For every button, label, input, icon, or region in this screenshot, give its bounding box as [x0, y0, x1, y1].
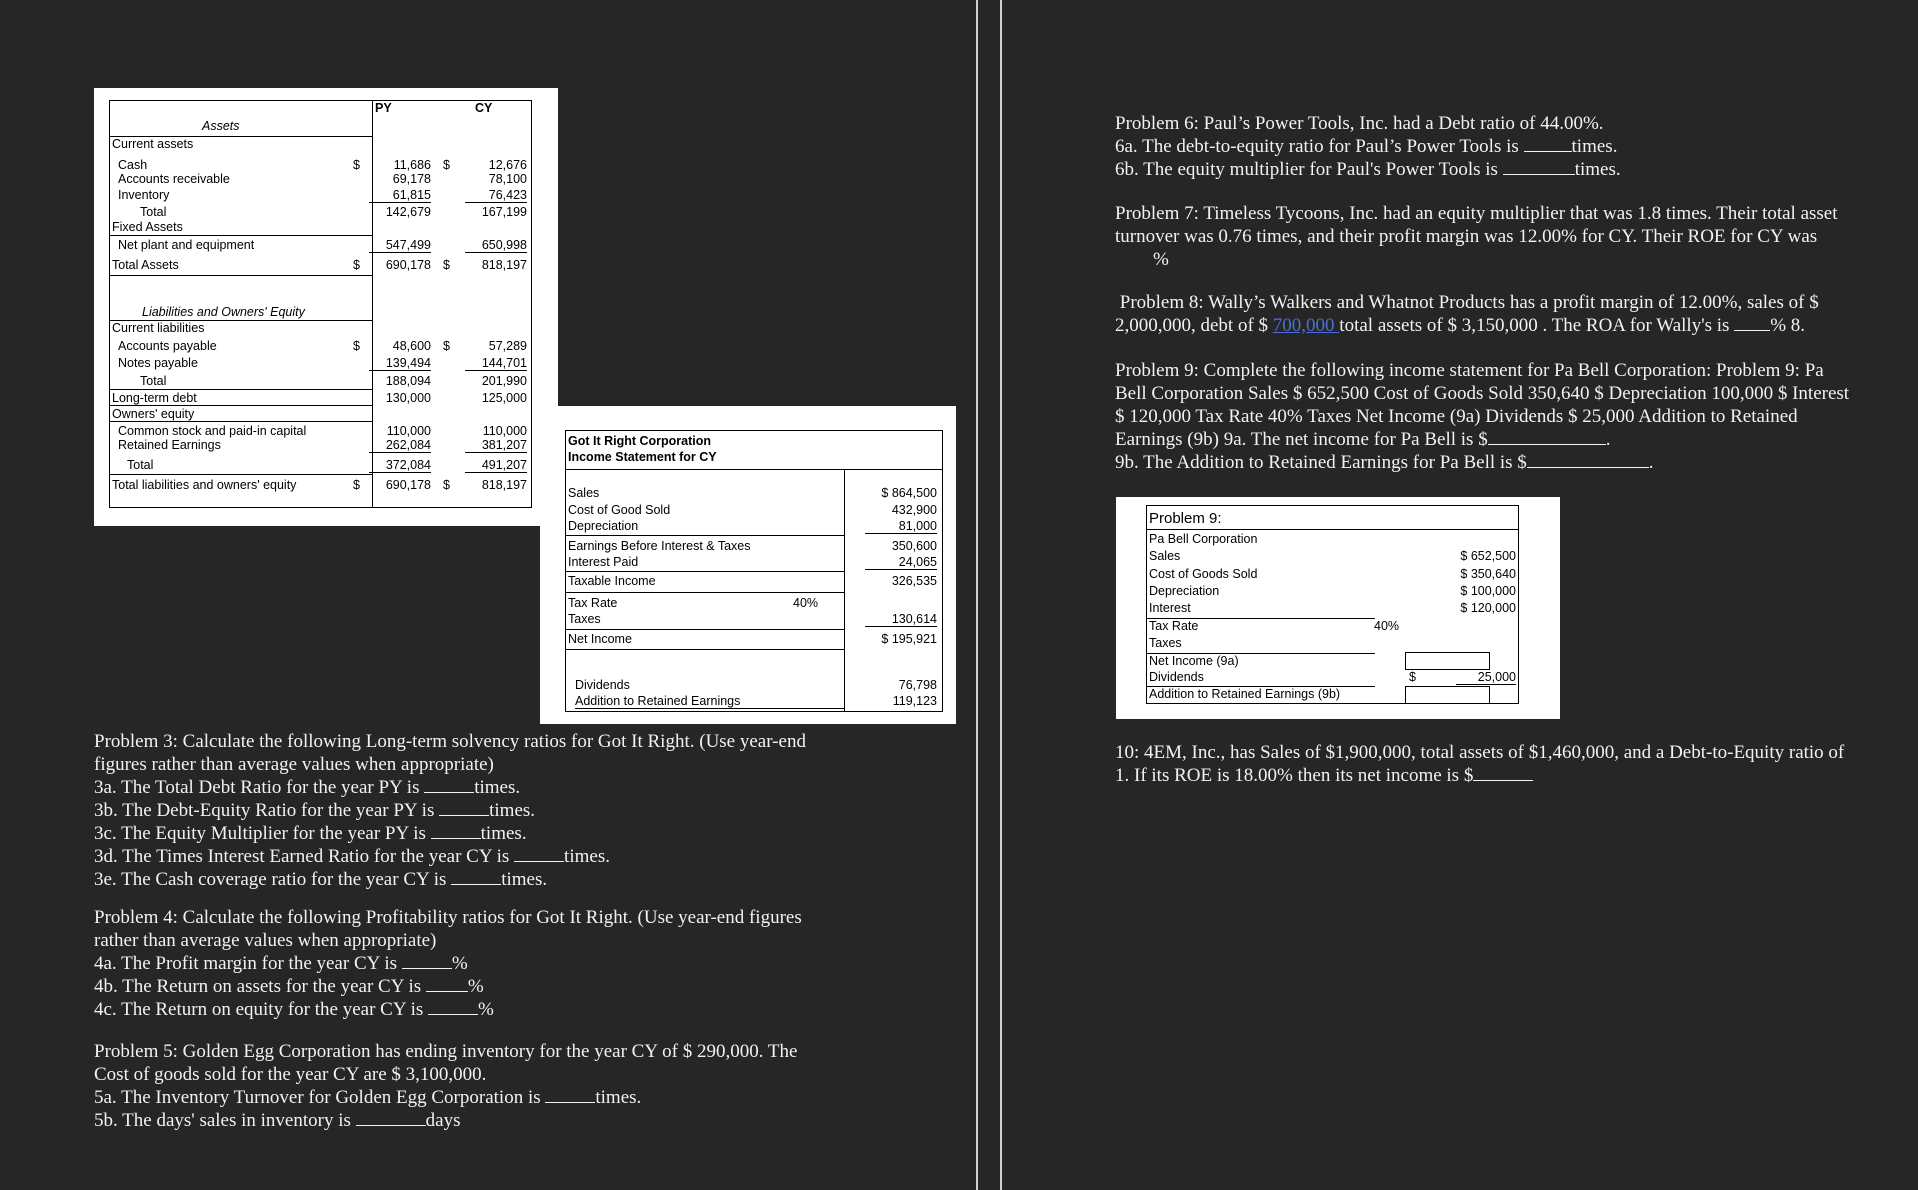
unit: times. — [595, 1087, 642, 1108]
prompt: 6b. The equity multiplier for Paul's Power Tools is — [1115, 159, 1503, 180]
unit: % — [467, 976, 484, 997]
text-line: Problem 9: Complete the following income statement for Pa Bell Corporation: Problem 9: Pa — [1115, 360, 1824, 381]
text-line: Problem 5: Golden Egg Corporation has ending inventory for the year CY of $ 290,000. The — [94, 1041, 798, 1062]
answer-blank[interactable] — [431, 822, 481, 839]
value-py: 110,000 — [386, 424, 431, 438]
income-title-company: Got It Right Corporation — [568, 434, 712, 448]
text-line — [1115, 314, 1819, 337]
row-rule — [110, 474, 372, 475]
answer-blank[interactable] — [451, 868, 501, 885]
currency-sign: $ — [353, 258, 360, 272]
prompt: 5a. The Inventory Turnover for Golden Egg Corporation is — [94, 1087, 546, 1108]
value-cy: 78,100 — [488, 172, 527, 186]
row-label: Retained Earnings — [118, 438, 221, 452]
value-cy: 144,701 — [465, 356, 527, 371]
row-rule — [110, 275, 372, 276]
prompt: 3c. The Equity Multiplier for the year PY is — [94, 823, 431, 844]
fixed-assets-label: Fixed Assets — [112, 220, 183, 234]
text-line: % — [1115, 249, 1169, 270]
page-divider-left — [976, 0, 978, 1190]
problem-6b — [1115, 158, 1621, 181]
value-py: 139,494 — [369, 356, 431, 371]
problem9-table — [1146, 505, 1519, 704]
value-cy: 167,199 — [481, 205, 527, 219]
unit: % — [451, 953, 468, 974]
prompt: 9b. The Addition to Retained Earnings for Pa Bell is $ — [1115, 452, 1527, 473]
text-line: turnover was 0.76 times, and their profit margin was 12.00% for CY. Their ROE for CY was — [1115, 226, 1818, 247]
currency-sign: $ — [353, 158, 360, 172]
unit: % — [478, 999, 494, 1020]
problem-5a — [94, 1086, 797, 1109]
unit: times. — [489, 800, 536, 821]
row-label: Common stock and paid-in capital — [118, 424, 307, 438]
row-rule — [566, 629, 844, 630]
text-line: Bell Corporation Sales $ 652,500 Cost of Goods Sold 350,640 $ Depreciation 100,000 $ Interest — [1115, 383, 1850, 404]
assets-heading: Assets — [202, 119, 240, 133]
row-label: Interest — [1149, 601, 1191, 615]
problem-3c — [94, 822, 806, 845]
row-label: Notes payable — [118, 356, 198, 370]
prompt: total assets of $ 3,150,000 . The ROA for Wally's is — [1339, 315, 1735, 336]
row-value: 350,600 — [891, 539, 937, 553]
text-line: Problem 8: Wally’s Walkers and Whatnot Products has a profit margin of 12.00%, sales of $ — [1115, 292, 1819, 313]
prompt: 3a. The Total Debt Ratio for the year PY is — [94, 777, 425, 798]
problem-3a — [94, 776, 806, 799]
problem7-text — [1115, 202, 1838, 271]
row-label: Taxes — [1149, 636, 1182, 650]
row-value: $ 652,500 — [1460, 549, 1516, 563]
row-label: Net Income (9a) — [1149, 654, 1239, 668]
currency-sign: $ — [443, 478, 450, 492]
row-value: 130,614 — [865, 612, 937, 627]
value-py: 372,084 — [369, 458, 431, 473]
addition-re-answer-cell — [1405, 686, 1490, 704]
unit: times. — [1574, 159, 1621, 180]
problem-4b — [94, 975, 802, 998]
answer-blank[interactable] — [1473, 764, 1533, 781]
unit: times. — [480, 823, 527, 844]
currency-sign: $ — [443, 158, 450, 172]
prompt: 5b. The days' sales in inventory is — [94, 1110, 356, 1131]
unit: times. — [501, 869, 548, 890]
liabilities-heading: Liabilities and Owners' Equity — [142, 305, 305, 319]
row-label: Sales — [568, 486, 600, 500]
currency-sign: $ — [443, 339, 450, 353]
answer-blank[interactable] — [1734, 314, 1770, 331]
owners-equity-label: Owners' equity — [112, 407, 195, 421]
row-label: Long-term debt — [112, 391, 197, 405]
row-label: Earnings Before Interest & Taxes — [568, 539, 751, 553]
row-label: Addition to Retained Earnings (9b) — [1149, 687, 1341, 701]
row-label: Tax Rate — [568, 596, 618, 610]
currency-sign: $ — [353, 478, 360, 492]
row-value: 76,798 — [898, 678, 937, 692]
value-py: 142,679 — [385, 205, 431, 219]
problem-3e — [94, 868, 806, 891]
value-cy: 381,207 — [465, 438, 527, 453]
row-value: $ 120,000 — [1460, 601, 1516, 615]
row-label: Accounts receivable — [118, 172, 230, 186]
value-py: 262,084 — [369, 438, 431, 453]
prompt: 4a. The Profit margin for the year CY is — [94, 953, 402, 974]
problem-3b — [94, 799, 806, 822]
income-title-period: Income Statement for CY — [568, 450, 717, 464]
row-rule — [566, 469, 942, 470]
net-income-answer-cell — [1405, 652, 1490, 670]
prompt: 3d. The Times Interest Earned Ratio for the year CY is — [94, 846, 515, 867]
value-py: 547,499 — [369, 238, 431, 253]
row-value: 432,900 — [891, 503, 937, 517]
row-label: Total — [140, 205, 167, 219]
income-statement-table — [565, 430, 943, 712]
row-rule — [1147, 529, 1518, 530]
row-value: 40% — [793, 596, 819, 610]
value-cy: 201,990 — [481, 374, 527, 388]
value-cy: 110,000 — [482, 424, 527, 438]
text-line: rather than average values when appropriate) — [94, 930, 437, 951]
unit: . — [1605, 429, 1611, 450]
answer-blank[interactable] — [424, 776, 474, 793]
value-cy: 12,676 — [488, 158, 527, 172]
col-py-header: PY — [375, 101, 392, 115]
problem5-text — [94, 1040, 797, 1132]
row-rule — [110, 405, 372, 406]
value-py: 188,094 — [385, 374, 431, 388]
row-label: Net Income — [568, 632, 632, 646]
unit: times. — [1571, 136, 1618, 157]
text-line: $ 120,000 Tax Rate 40% Taxes Net Income (9a) Dividends $ 25,000 Addition to Retained — [1115, 406, 1798, 427]
row-rule — [566, 571, 844, 572]
unit: times. — [564, 846, 610, 867]
row-value: $ 350,640 — [1460, 567, 1516, 581]
balance-sheet-table — [109, 100, 532, 508]
problem9-heading: Problem 9: — [1149, 510, 1222, 527]
row-value: 40% — [1374, 619, 1400, 633]
value-cy: 818,197 — [481, 258, 527, 272]
problem-4c — [94, 998, 802, 1021]
text-line: Problem 7: Timeless Tycoons, Inc. had an equity multiplier that was 1.8 times. Their total asset — [1115, 203, 1838, 224]
current-liabilities-label: Current liabilities — [112, 321, 205, 335]
row-value: 25,000 — [1456, 670, 1516, 685]
row-rule — [566, 535, 844, 536]
prompt: 2,000,000, debt of $ — [1115, 315, 1273, 336]
row-label: Depreciation — [1149, 584, 1220, 598]
value-cy: 57,289 — [488, 339, 527, 353]
problem-9b — [1115, 451, 1849, 474]
value-cy: 650,998 — [465, 238, 527, 253]
row-rule — [110, 235, 372, 236]
col-cy-header: CY — [475, 101, 493, 115]
text-line: Problem 3: Calculate the following Long-term solvency ratios for Got It Right. (Use year-end — [94, 731, 806, 752]
problem6-text — [1115, 112, 1621, 181]
answer-blank[interactable] — [1524, 135, 1572, 152]
income-statement-panel — [540, 406, 956, 724]
row-label: Depreciation — [568, 519, 639, 533]
text-line: Cost of goods sold for the year CY are $ 3,100,000. — [94, 1064, 487, 1085]
value-cy: 818,197 — [481, 478, 527, 492]
row-label: Dividends — [575, 678, 630, 692]
value-py: 11,686 — [393, 158, 431, 172]
debt-link[interactable]: 700,000 — [1272, 315, 1340, 336]
prompt: 4b. The Return on assets for the year CY is — [94, 976, 426, 997]
problem-9a — [1115, 428, 1849, 451]
row-rule — [110, 389, 372, 390]
value-py: 690,178 — [385, 258, 431, 272]
column-rule — [844, 469, 845, 711]
row-value: $ 100,000 — [1460, 584, 1516, 598]
currency-sign: $ — [1409, 670, 1416, 684]
answer-blank[interactable] — [1527, 451, 1649, 468]
problem9-company: Pa Bell Corporation — [1149, 532, 1258, 546]
value-cy: 491,207 — [465, 458, 527, 473]
row-value: 24,065 — [865, 555, 937, 570]
problem9-panel — [1116, 497, 1560, 719]
answer-blank[interactable] — [426, 975, 468, 992]
row-label: Total Assets — [112, 258, 179, 272]
answer-blank[interactable] — [356, 1109, 426, 1126]
prompt: 3b. The Debt-Equity Ratio for the year PY is — [94, 800, 440, 821]
row-label: Inventory — [118, 188, 170, 202]
problem-5b — [94, 1109, 797, 1132]
row-label: Sales — [1149, 549, 1181, 563]
row-label: Total — [140, 374, 167, 388]
currency-sign: $ — [443, 258, 450, 272]
problem4-text — [94, 906, 802, 1021]
prompt: 6a. The debt-to-equity ratio for Paul’s Power Tools is — [1115, 136, 1524, 157]
row-label: Taxable Income — [568, 574, 656, 588]
answer-blank[interactable] — [514, 845, 564, 862]
problem10-text — [1115, 741, 1844, 787]
text-line: Problem 4: Calculate the following Profitability ratios for Got It Right. (Use year-end figures — [94, 907, 802, 928]
prompt: 3e. The Cash coverage ratio for the year CY is — [94, 869, 452, 890]
page-divider-right — [1000, 0, 1002, 1190]
value-py: 130,000 — [385, 391, 431, 405]
problem-6a — [1115, 135, 1621, 158]
unit: . — [1648, 452, 1654, 473]
answer-blank[interactable] — [439, 799, 489, 816]
prompt: 1. If its ROE is 18.00% then its net income is $ — [1115, 765, 1474, 786]
row-rule — [566, 592, 844, 593]
row-rule — [110, 320, 372, 321]
row-value: 326,535 — [891, 574, 937, 588]
value-cy: 76,423 — [465, 188, 527, 203]
text-line: figures rather than average values when appropriate) — [94, 754, 494, 775]
row-label: Taxes — [568, 612, 601, 626]
prompt: 4c. The Return on equity for the year CY is — [94, 999, 429, 1020]
value-py: 690,178 — [385, 478, 431, 492]
current-assets-label: Current assets — [112, 137, 194, 151]
problem9-text — [1115, 359, 1849, 474]
text-line: 10: 4EM, Inc., has Sales of $1,900,000, total assets of $1,460,000, and a Debt-to-Equity ratio of — [1115, 742, 1845, 763]
value-py: 48,600 — [392, 339, 431, 353]
row-label: Total liabilities and owners' equity — [112, 478, 297, 492]
answer-blank[interactable] — [428, 998, 478, 1015]
value-cy: 125,000 — [481, 391, 527, 405]
row-value: 81,000 — [865, 519, 937, 534]
unit: % 8. — [1770, 315, 1806, 336]
row-label: Dividends — [1149, 670, 1204, 684]
answer-blank[interactable] — [1488, 428, 1606, 445]
row-label: Addition to Retained Earnings — [575, 694, 845, 709]
problem-3d — [94, 845, 806, 868]
row-value: $ 864,500 — [881, 486, 937, 500]
problem8-text — [1115, 291, 1819, 337]
text-line: Problem 6: Paul’s Power Tools, Inc. had a Debt ratio of 44.00%. — [1115, 113, 1604, 134]
row-value: 119,123 — [892, 694, 937, 708]
row-rule — [110, 421, 372, 422]
prompt: Earnings (9b) 9a. The net income for Pa Bell is $ — [1115, 429, 1488, 450]
answer-blank[interactable] — [1503, 158, 1575, 175]
currency-sign: $ — [353, 339, 360, 353]
row-label: Cost of Goods Sold — [1149, 567, 1258, 581]
unit: days — [425, 1110, 461, 1131]
problem-4a — [94, 952, 802, 975]
balance-sheet-panel — [94, 88, 558, 526]
value-py: 61,815 — [369, 188, 431, 203]
row-label: Cash — [118, 158, 148, 172]
answer-blank[interactable] — [402, 952, 452, 969]
row-rule — [566, 649, 844, 650]
row-label: Cost of Good Sold — [568, 503, 671, 517]
problem3-text — [94, 730, 806, 891]
row-label: Net plant and equipment — [118, 238, 255, 252]
row-label: Tax Rate — [1149, 619, 1199, 633]
row-label: Interest Paid — [568, 555, 639, 569]
row-label: Accounts payable — [118, 339, 217, 353]
row-label: Total — [127, 458, 154, 472]
unit: times. — [474, 777, 521, 798]
value-py: 69,178 — [392, 172, 431, 186]
answer-blank[interactable] — [545, 1086, 595, 1103]
row-value: $ 195,921 — [881, 632, 937, 646]
problem-10 — [1115, 764, 1844, 787]
